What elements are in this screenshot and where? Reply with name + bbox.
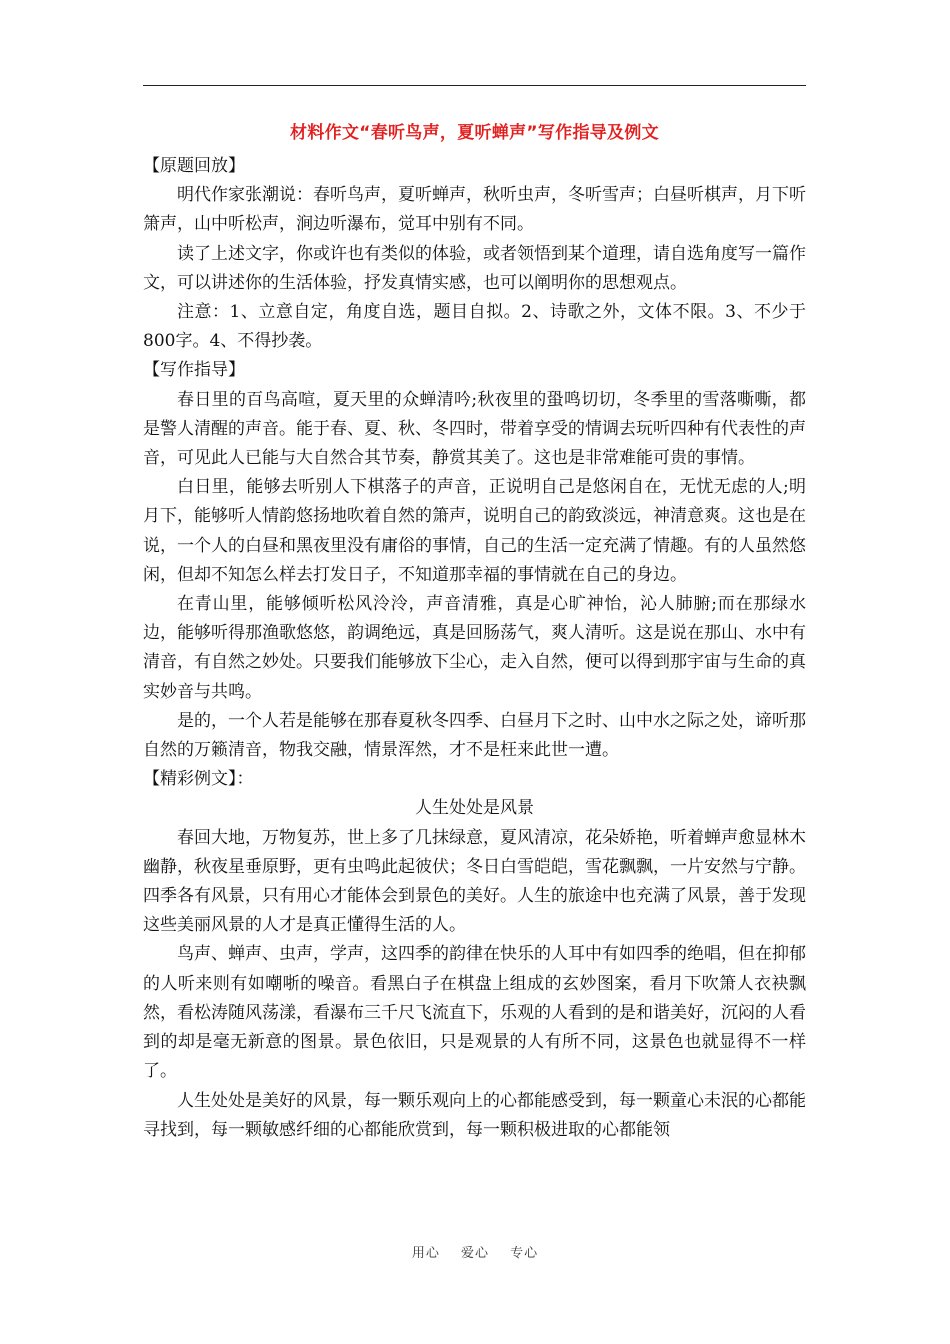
section-heading-guide: 【写作指导】 xyxy=(143,360,245,381)
paragraph: 明代作家张潮说：春听鸟声，夏听蝉声，秋听虫声，冬听雪声；白昼听棋声，月下听箫声，山中听松声，涧边听瀑布，觉耳中别有不同。 xyxy=(143,185,806,235)
footer-item: 爱心 xyxy=(460,1246,489,1261)
paragraph: 鸟声、蝉声、虫声，学声，这四季的韵律在快乐的人耳中有如四季的绝唱，但在抑郁的人听来则有如嘲哳的噪音。看黑白子在棋盘上组成的玄妙图案，看月下吹箫人衣袂飘然，看松涛随风荡漾，看瀑布三千尺飞流直下，乐观的人看到的是和谐美好，沉闷的人看到的却是毫无新意的图景。景色依旧，只是观景的人有所不同，这景色也就显得不一样了。 xyxy=(143,944,806,1082)
paragraph: 注意：1、立意自定，角度自选，题目自拟。2、诗歌之外，文体不限。3、不少于800字。4、不得抄袭。 xyxy=(143,302,806,352)
essay-title: 人生处处是风景 xyxy=(415,798,534,819)
paragraph: 是的，一个人若是能够在那春夏秋冬四季、白昼月下之时、山中水之际之处，谛听那自然的万籁清音，物我交融，情景浑然，才不是枉来此世一遭。 xyxy=(143,710,806,761)
document-title: 材料作文“春听鸟声，夏听蝉声”写作指导及例文 xyxy=(290,123,659,143)
paragraph: 读了上述文字，你或许也有类似的体验，或者领悟到某个道理，请自选角度写一篇作文，可以讲述你的生活体验，抒发真情实感，也可以阐明你的思想观点。 xyxy=(143,243,806,293)
section-heading-original: 【原题回放】 xyxy=(143,156,245,176)
paragraph: 在青山里，能够倾听松风泠泠，声音清雅，真是心旷神怡，沁人肺腑;而在那绿水边，能够听得那渔歌悠悠，韵调绝远，真是回肠荡气，爽人清听。这是说在那山、水中有清音，有自然之妙处。只要我们能够放下尘心，走入自然，便可以得到那宇宙与生命的真实妙音与共鸣。 xyxy=(143,594,806,702)
footer-item: 专心 xyxy=(510,1246,539,1261)
document-body xyxy=(143,116,806,1145)
footer-item: 用心 xyxy=(411,1246,440,1261)
page-footer xyxy=(0,1242,950,1261)
section-heading-example: 【精彩例文】： xyxy=(143,769,254,790)
paragraph: 春回大地，万物复苏，世上多了几抹绿意，夏风清凉，花朵娇艳，听着蝉声愈显林木幽静，秋夜星垂原野，更有虫鸣此起彼伏；冬日白雪皑皑，雪花飘飘，一片安然与宁静。四季各有风景，只有用心才能体会到景色的美好。人生的旅途中也充满了风景，善于发现这些美丽风景的人才是真正懂得生活的人。 xyxy=(143,827,806,936)
paragraph: 春日里的百鸟高喧，夏天里的众蝉清吟;秋夜里的蛩鸣切切，冬季里的雪落嘶嘶，都是警人清醒的声音。能于春、夏、秋、冬四时，带着享受的情调去玩听四种有代表性的声音，可见此人已能与大自然合其节奏，静赏其美了。这也是非常难能可贵的事情。 xyxy=(143,389,806,469)
paragraph: 白日里，能够去听别人下棋落子的声音，正说明自己是悠闲自在，无忧无虑的人;明月下，能够听人情韵悠扬地吹着自然的箫声，说明自己的韵致淡远，神清意爽。这也是在说，一个人的白昼和黑夜里没有庸俗的事情，自己的生活一定充满了情趣。有的人虽然悠闲，但却不知怎么样去打发日子，不知道那幸福的事情就在自己的身边。 xyxy=(143,477,806,585)
header-rule xyxy=(143,85,806,86)
paragraph: 人生处处是美好的风景，每一颗乐观向上的心都能感受到，每一颗童心未泯的心都能寻找到，每一颗敏感纤细的心都能欣赏到，每一颗积极进取的心都能领 xyxy=(143,1090,806,1140)
